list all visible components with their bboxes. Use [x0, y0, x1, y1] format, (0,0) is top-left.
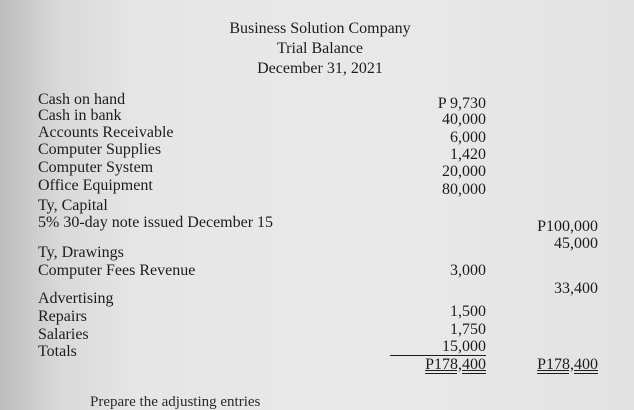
cutoff-instruction-text: Prepare the adjusting entries	[90, 394, 261, 410]
account-name: Advertising	[38, 290, 114, 307]
account-name: Computer Supplies	[38, 141, 162, 158]
debit-amount: 80,000	[442, 181, 486, 198]
account-name: Computer Fees Revenue	[38, 262, 196, 279]
debit-amount: 3,000	[450, 262, 486, 279]
debit-amount: 40,000	[442, 111, 486, 128]
company-name: Business Solution Company	[229, 20, 411, 37]
document-title: Trial Balance	[276, 40, 364, 57]
totals-label: Totals	[38, 343, 77, 360]
debit-amount: 6,000	[450, 129, 486, 146]
debit-amount: 20,000	[442, 163, 486, 180]
debit-amount: 1,500	[450, 303, 486, 320]
account-name: Accounts Receivable	[38, 124, 174, 141]
account-name: Computer System	[38, 159, 154, 176]
account-name: Ty, Drawings	[38, 244, 124, 261]
statement-date: December 31, 2021	[257, 60, 383, 77]
debit-amount: 1,420	[450, 146, 486, 163]
account-name: Salaries	[38, 326, 89, 343]
debit-amount: 15,000	[390, 339, 486, 356]
credit-amount: P100,000	[537, 218, 598, 235]
account-name: 5% 30-day note issued December 15	[38, 214, 274, 231]
account-name: Office Equipment	[38, 177, 153, 194]
account-name: Cash on hand	[38, 91, 126, 108]
credit-total: P178,400	[537, 356, 598, 373]
debit-total: P178,400	[425, 356, 486, 373]
account-name: Ty, Capital	[38, 197, 108, 214]
account-name: Repairs	[38, 308, 87, 325]
account-name: Cash in bank	[38, 107, 122, 124]
credit-amount: 45,000	[554, 235, 598, 252]
debit-amount: 1,750	[450, 321, 486, 338]
credit-amount: 33,400	[554, 280, 598, 297]
debit-amount: P 9,730	[437, 95, 486, 112]
